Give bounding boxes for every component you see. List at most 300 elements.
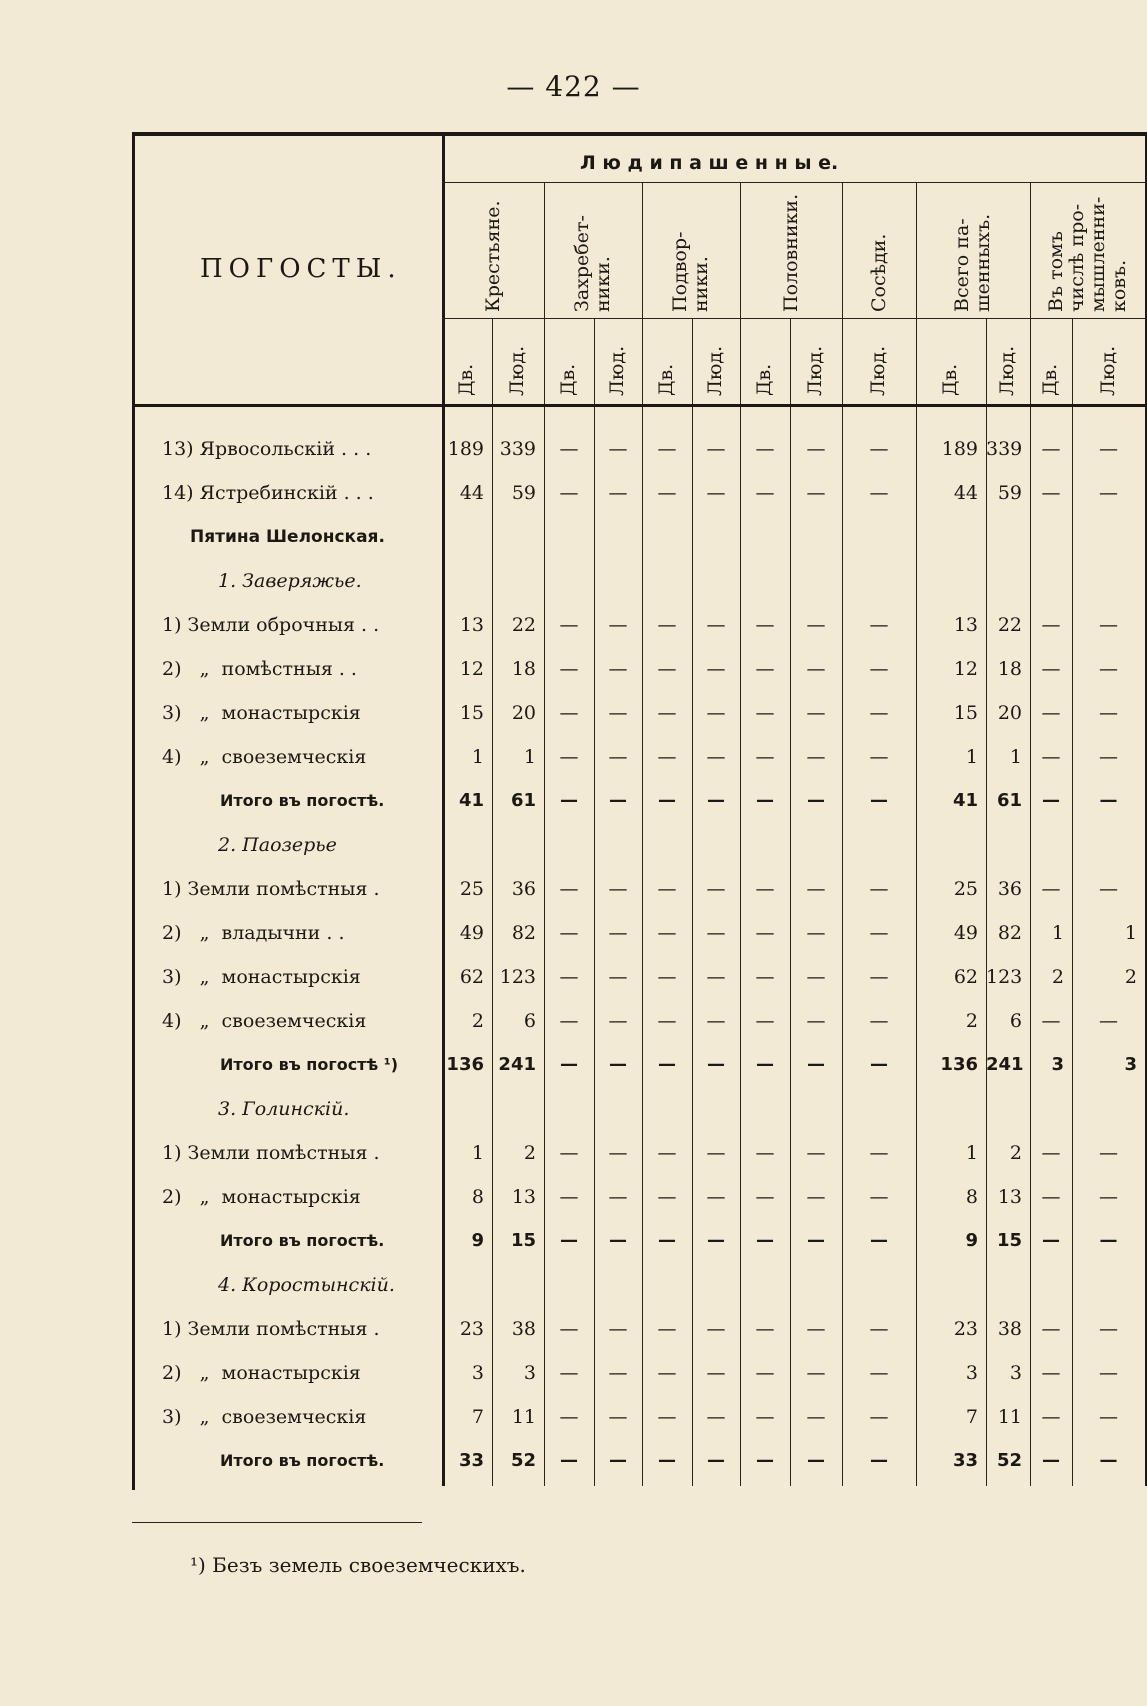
column-header: Захребет- ники. [571, 215, 614, 312]
table-cell: 2 [523, 1142, 536, 1164]
table-cell: 44 [459, 482, 484, 504]
table-cell: — [869, 1318, 889, 1340]
section-row [0, 1268, 1147, 1302]
table-cell: — [657, 438, 677, 460]
table-cell: 59 [997, 482, 1022, 504]
column-header: Въ томъ числѣ про- мышленни- ковъ. [1045, 196, 1130, 312]
table-cell: 13 [459, 614, 484, 636]
table-cell: 9 [965, 1230, 978, 1251]
table-cell: — [806, 922, 826, 944]
sub-header: Люд. [606, 345, 628, 396]
table-cell: 82 [997, 922, 1022, 944]
table-cell: 12 [459, 658, 484, 680]
table-cell: 11 [997, 1406, 1022, 1428]
table-cell: — [560, 1054, 578, 1075]
table-cell: — [1041, 1142, 1061, 1164]
table-cell: 3 [523, 1362, 536, 1384]
table-cell: — [869, 482, 889, 504]
table-cell: 52 [996, 1450, 1022, 1471]
table-cell: — [609, 790, 627, 811]
row-label: 2. Паозерье [218, 834, 337, 856]
table-cell: — [870, 1450, 888, 1471]
table-cell: 241 [498, 1054, 536, 1075]
table-cell: 22 [997, 614, 1022, 636]
table-cell: — [755, 1186, 775, 1208]
sub-header: Дв. [939, 363, 961, 396]
table-row [0, 1400, 1147, 1434]
table-cell: — [806, 1010, 826, 1032]
table-cell: 22 [511, 614, 536, 636]
table-cell: — [1099, 614, 1118, 636]
table-cell: 136 [940, 1054, 978, 1075]
sub-header: Дв. [753, 363, 775, 396]
column-header: Крестьяне. [482, 200, 504, 312]
table-cell: — [608, 614, 628, 636]
table-cell: — [706, 746, 726, 768]
table-cell: 62 [459, 966, 484, 988]
table-cell: — [559, 746, 579, 768]
table-cell: 82 [511, 922, 536, 944]
table-cell: — [869, 1362, 889, 1384]
table-cell: — [806, 746, 826, 768]
table-cell: — [608, 922, 628, 944]
table-cell: 23 [953, 1318, 978, 1340]
row-label: 3) „ монастырскія [162, 966, 361, 988]
table-row [0, 608, 1147, 642]
table-cell: — [608, 1406, 628, 1428]
table-cell: — [658, 1230, 676, 1251]
table-cell: — [869, 1010, 889, 1032]
table-cell: — [658, 1450, 676, 1471]
table-cell: — [657, 1010, 677, 1032]
table-cell: — [657, 1318, 677, 1340]
table-cell: 339 [986, 438, 1023, 460]
table-cell: — [706, 1142, 726, 1164]
table-row [0, 1356, 1147, 1390]
table-cell: 2 [965, 1010, 978, 1032]
table-cell: — [559, 482, 579, 504]
table-cell: 1 [1051, 922, 1064, 944]
table-cell: — [806, 702, 826, 724]
table-cell: — [560, 790, 578, 811]
column-header: Всего па- шенныхъ. [951, 213, 994, 312]
table-cell: 23 [459, 1318, 484, 1340]
footnote-rule [132, 1522, 422, 1523]
table-cell: — [608, 658, 628, 680]
table-cell: — [657, 614, 677, 636]
table-row [0, 872, 1147, 906]
pogosty-header: ПОГОСТЫ. [200, 254, 402, 284]
table-cell: — [608, 1142, 628, 1164]
table-cell: — [806, 878, 826, 900]
table-cell: — [869, 1186, 889, 1208]
table-cell: — [1099, 1406, 1118, 1428]
table-cell: — [1041, 482, 1061, 504]
table-cell: — [706, 438, 726, 460]
table-cell: — [755, 1010, 775, 1032]
table-cell: — [706, 922, 726, 944]
table-cell: 13 [997, 1186, 1022, 1208]
table-cell: — [657, 1142, 677, 1164]
table-cell: 1 [1009, 746, 1022, 768]
table-cell: — [1099, 1362, 1118, 1384]
table-cell: — [657, 922, 677, 944]
table-cell: — [869, 614, 889, 636]
table-cell: 13 [953, 614, 978, 636]
table-cell: 3 [471, 1362, 484, 1384]
sub-header: Дв. [557, 363, 579, 396]
table-cell: — [608, 438, 628, 460]
row-label: 1) Земли помѣстныя . [162, 1142, 380, 1164]
table-cell: — [706, 614, 726, 636]
table-cell: 1 [965, 1142, 978, 1164]
total-row [0, 784, 1147, 818]
table-cell: — [609, 1450, 627, 1471]
table-cell: — [1099, 790, 1118, 811]
table-cell: — [706, 1318, 726, 1340]
table-cell: — [609, 1054, 627, 1075]
table-cell: — [755, 1318, 775, 1340]
table-cell: 13 [511, 1186, 536, 1208]
table-row [0, 1312, 1147, 1346]
table-cell: — [1041, 1186, 1061, 1208]
table-row [0, 740, 1147, 774]
table-cell: 18 [511, 658, 536, 680]
table-cell: — [1099, 1186, 1118, 1208]
table-cell: — [658, 1054, 676, 1075]
table-cell: — [1041, 438, 1061, 460]
section-row [0, 828, 1147, 862]
table-cell: 61 [996, 790, 1022, 811]
table-cell: — [559, 966, 579, 988]
table-cell: — [1041, 746, 1061, 768]
table-cell: — [559, 1362, 579, 1384]
table-cell: — [707, 790, 725, 811]
table-cell: — [869, 658, 889, 680]
table-cell: — [559, 922, 579, 944]
table-row [0, 696, 1147, 730]
table-cell: — [806, 1142, 826, 1164]
table-cell: — [608, 878, 628, 900]
sub-header: Люд. [1097, 345, 1119, 396]
table-cell: — [869, 702, 889, 724]
table-cell: 12 [953, 658, 978, 680]
table-cell: — [756, 1230, 774, 1251]
row-label: 2) „ владычни . . [162, 922, 345, 944]
table-cell: — [1099, 1318, 1118, 1340]
row-label: 3) „ монастырскія [162, 702, 361, 724]
table-cell: — [706, 966, 726, 988]
table-cell: — [657, 1406, 677, 1428]
table-cell: — [755, 878, 775, 900]
grid-hline [442, 318, 1145, 319]
row-label: 1) Земли помѣстныя . [162, 878, 380, 900]
table-cell: — [755, 482, 775, 504]
table-cell: — [1041, 702, 1061, 724]
table-cell: — [807, 1054, 825, 1075]
row-label: 1) Земли оброчныя . . [162, 614, 380, 636]
table-cell: 33 [952, 1450, 978, 1471]
table-cell: 7 [471, 1406, 484, 1428]
row-label: 1) Земли помѣстныя . [162, 1318, 380, 1340]
table-cell: 41 [458, 790, 484, 811]
table-cell: — [755, 1142, 775, 1164]
table-cell: — [1099, 1142, 1118, 1164]
row-label: 2) „ монастырскія [162, 1362, 361, 1384]
table-cell: 25 [459, 878, 484, 900]
row-label: 14) Ястребинскій . . . [162, 482, 374, 504]
table-cell: 49 [953, 922, 978, 944]
table-cell: 6 [523, 1010, 536, 1032]
table-cell: — [608, 1318, 628, 1340]
sub-header: Люд. [996, 345, 1018, 396]
table-cell: 25 [953, 878, 978, 900]
table-cell: — [1042, 1230, 1060, 1251]
table-cell: — [806, 482, 826, 504]
table-row [0, 916, 1147, 950]
table-cell: 3 [965, 1362, 978, 1384]
table-cell: — [806, 658, 826, 680]
table-cell: — [1099, 438, 1118, 460]
table-cell: 189 [941, 438, 978, 460]
column-header: Сосѣди. [868, 233, 890, 312]
table-cell: — [559, 702, 579, 724]
table-cell: 1 [1124, 922, 1137, 944]
table-cell: — [559, 878, 579, 900]
table-cell: — [657, 966, 677, 988]
table-cell: — [559, 614, 579, 636]
table-cell: 15 [953, 702, 978, 724]
row-label: Итого въ погостѣ. [220, 791, 385, 810]
table-cell: — [869, 746, 889, 768]
row-label: 4) „ своеземческія [162, 1010, 367, 1032]
table-cell: — [869, 1406, 889, 1428]
table-cell: — [1099, 1010, 1118, 1032]
table-cell: 20 [997, 702, 1022, 724]
table-cell: — [706, 1406, 726, 1428]
table-cell: — [806, 1186, 826, 1208]
total-row [0, 1444, 1147, 1478]
table-cell: — [657, 878, 677, 900]
table-cell: — [706, 1186, 726, 1208]
table-cell: — [608, 702, 628, 724]
table-cell: 2 [1124, 966, 1137, 988]
table-cell: — [706, 1010, 726, 1032]
table-cell: — [608, 1186, 628, 1208]
sub-header: Люд. [704, 345, 726, 396]
table-cell: — [806, 1318, 826, 1340]
table-cell: — [608, 746, 628, 768]
table-cell: 1 [965, 746, 978, 768]
table-cell: — [1099, 878, 1118, 900]
column-header: Половники. [780, 193, 802, 312]
table-cell: 2 [471, 1010, 484, 1032]
table-cell: — [869, 966, 889, 988]
table-cell: — [756, 1054, 774, 1075]
table-cell: — [560, 1450, 578, 1471]
sub-header: Люд. [506, 345, 528, 396]
table-cell: — [706, 878, 726, 900]
total-row [0, 1224, 1147, 1258]
table-cell: 36 [997, 878, 1022, 900]
footnote: ¹) Безъ земель своеземческихъ. [190, 1553, 526, 1577]
table-cell: — [806, 614, 826, 636]
table-cell: 18 [997, 658, 1022, 680]
table-cell: 36 [511, 878, 536, 900]
table-cell: — [608, 1010, 628, 1032]
sub-header: Люд. [804, 345, 826, 396]
table-cell: 59 [511, 482, 536, 504]
table-cell: 52 [510, 1450, 536, 1471]
table-cell: — [707, 1054, 725, 1075]
table-cell: — [806, 1362, 826, 1384]
row-label: 3. Голинскій. [218, 1098, 350, 1120]
row-label: 4. Коростынскій. [218, 1274, 395, 1296]
table-cell: — [559, 1186, 579, 1208]
table-cell: — [559, 658, 579, 680]
table-cell: — [608, 966, 628, 988]
table-cell: — [707, 1450, 725, 1471]
table-cell: — [1099, 702, 1118, 724]
table-cell: 3 [1124, 1054, 1137, 1075]
table-cell: — [1099, 482, 1118, 504]
table-cell: 38 [511, 1318, 536, 1340]
table-cell: — [870, 1230, 888, 1251]
table-cell: 41 [952, 790, 978, 811]
column-header: Подвор- ники. [669, 231, 712, 312]
table-cell: — [706, 482, 726, 504]
table-row [0, 960, 1147, 994]
table-cell: 38 [997, 1318, 1022, 1340]
table-cell: — [755, 658, 775, 680]
row-label: 4) „ своеземческія [162, 746, 367, 768]
table-cell: — [609, 1230, 627, 1251]
table-cell: — [869, 1142, 889, 1164]
table-cell: 44 [953, 482, 978, 504]
section-row [0, 520, 1147, 554]
table-cell: — [707, 1230, 725, 1251]
grid-hline [442, 182, 1145, 183]
table-cell: — [756, 790, 774, 811]
table-cell: — [1042, 790, 1060, 811]
table-cell: — [559, 1318, 579, 1340]
table-cell: 62 [953, 966, 978, 988]
row-label: Пятина Шелонская. [190, 527, 385, 547]
table-cell: — [1099, 1450, 1118, 1471]
table-cell: 123 [986, 966, 1023, 988]
sub-header: Дв. [1039, 363, 1061, 396]
table-cell: 2 [1051, 966, 1064, 988]
table-cell: — [755, 614, 775, 636]
table-cell: 136 [446, 1054, 484, 1075]
table-cell: 2 [1009, 1142, 1022, 1164]
table-cell: — [807, 1450, 825, 1471]
section-row [0, 564, 1147, 598]
table-cell: — [1041, 1010, 1061, 1032]
table-cell: 1 [471, 746, 484, 768]
table-cell: 15 [996, 1230, 1022, 1251]
table-cell: — [559, 438, 579, 460]
table-cell: 189 [447, 438, 484, 460]
table-cell: — [806, 1406, 826, 1428]
table-cell: 15 [510, 1230, 536, 1251]
table-cell: 6 [1009, 1010, 1022, 1032]
table-row [0, 476, 1147, 510]
row-label: 13) Ярвосольскій . . . [162, 438, 372, 460]
table-cell: — [869, 922, 889, 944]
table-cell: — [755, 1406, 775, 1428]
sub-header: Люд. [867, 345, 889, 396]
table-cell: 8 [965, 1186, 978, 1208]
row-label: Итого въ погостѣ ¹) [220, 1055, 399, 1074]
table-cell: 9 [471, 1230, 484, 1251]
page-number: — 422 — [506, 70, 641, 103]
table-cell: — [658, 790, 676, 811]
table-cell: — [870, 1054, 888, 1075]
table-cell: 61 [510, 790, 536, 811]
table-cell: — [559, 1010, 579, 1032]
row-label: Итого въ погостѣ. [220, 1231, 385, 1250]
table-cell: — [1099, 1230, 1118, 1251]
table-cell: 123 [499, 966, 536, 988]
row-label: Итого въ погостѣ. [220, 1451, 385, 1470]
table-cell: — [657, 658, 677, 680]
section-row [0, 1092, 1147, 1126]
table-cell: 3 [1009, 1362, 1022, 1384]
table-cell: 1 [471, 1142, 484, 1164]
table-cell: — [1041, 1406, 1061, 1428]
table-cell: — [755, 702, 775, 724]
table-cell: — [1099, 746, 1118, 768]
table-cell: — [608, 482, 628, 504]
table-cell: 15 [459, 702, 484, 724]
table-cell: 241 [986, 1054, 1024, 1075]
table-cell: — [806, 966, 826, 988]
table-cell: 7 [965, 1406, 978, 1428]
table-cell: — [1099, 658, 1118, 680]
table-cell: 49 [459, 922, 484, 944]
table-cell: 339 [499, 438, 536, 460]
table-cell: 3 [1051, 1054, 1064, 1075]
sub-header: Дв. [455, 363, 477, 396]
table-cell: — [756, 1450, 774, 1471]
table-cell: — [559, 1406, 579, 1428]
group-title: Л ю д и п а ш е н н ы е. [580, 152, 839, 174]
table-row [0, 1004, 1147, 1038]
table-cell: 11 [511, 1406, 536, 1428]
table-cell: — [657, 746, 677, 768]
total-row [0, 1048, 1147, 1082]
sub-header: Дв. [655, 363, 677, 396]
table-cell: — [1041, 878, 1061, 900]
table-cell: — [869, 878, 889, 900]
table-cell: — [755, 922, 775, 944]
table-row [0, 432, 1147, 466]
table-cell: — [706, 658, 726, 680]
table-cell: — [755, 1362, 775, 1384]
table-cell: — [755, 746, 775, 768]
table-cell: 8 [471, 1186, 484, 1208]
table-cell: — [755, 966, 775, 988]
row-label: 1. Заверяжье. [218, 570, 362, 592]
table-cell: 20 [511, 702, 536, 724]
table-cell: — [559, 1142, 579, 1164]
table-cell: — [657, 1186, 677, 1208]
table-cell: — [869, 438, 889, 460]
table-cell: — [657, 1362, 677, 1384]
table-cell: — [657, 482, 677, 504]
table-cell: — [870, 790, 888, 811]
